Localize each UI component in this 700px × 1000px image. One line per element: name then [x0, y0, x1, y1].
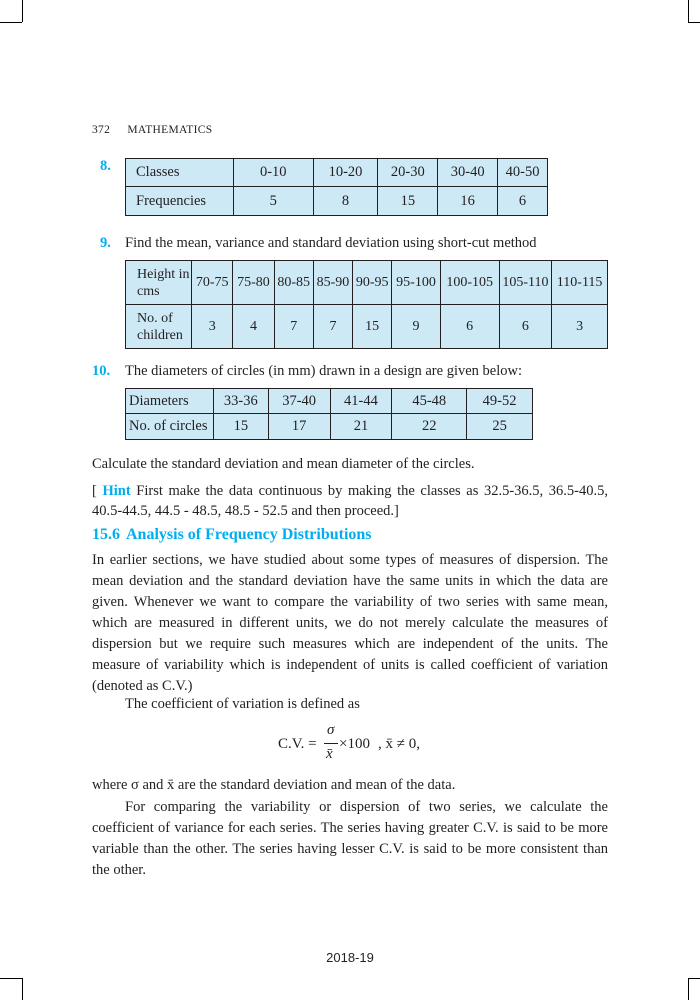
table-row	[126, 187, 548, 216]
table-cell: 20-30	[378, 159, 438, 187]
table-cell: 4	[233, 305, 274, 349]
table-cell: 6	[440, 305, 499, 349]
table-cell: 7	[274, 305, 313, 349]
formula-denominator: x̄	[326, 746, 333, 762]
crop-mark-top-right-h	[688, 22, 700, 23]
formula-condition: , x̄ ≠ 0,	[378, 736, 420, 752]
question-9-text: Find the mean, variance and standard deviation using short-cut method	[125, 235, 537, 251]
table-cell: 3	[552, 305, 608, 349]
table-cell: 33-36	[213, 389, 268, 414]
table-cell: 22	[392, 414, 467, 440]
question-number-9: 9.	[100, 235, 111, 251]
crop-mark-bottom-left-h	[0, 978, 22, 979]
table-cell: No. of circles	[126, 414, 214, 440]
table-cell: 90-95	[353, 261, 392, 305]
table-cell: 8	[313, 187, 378, 216]
table-cell: 15	[213, 414, 268, 440]
table-cell: 30-40	[438, 159, 498, 187]
table-cell: 21	[330, 414, 392, 440]
table-cell: 95-100	[392, 261, 441, 305]
table-cell: 40-50	[498, 159, 548, 187]
section-paragraph-2: The coefficient of variation is defined as	[125, 696, 360, 712]
formula-lhs: C.V. =	[278, 736, 317, 752]
table-cell: 110-115	[552, 261, 608, 305]
crop-mark-bottom-right-h	[688, 978, 700, 979]
hint-paragraph	[92, 481, 608, 521]
table-cell: 5	[233, 187, 313, 216]
table-cell: 6	[498, 187, 548, 216]
table-cell: 6	[499, 305, 552, 349]
crop-mark-top-left	[22, 0, 23, 22]
table-cell: 17	[268, 414, 330, 440]
table-cell: 49-52	[467, 389, 533, 414]
q8-table	[125, 158, 548, 216]
table-cell: 70-75	[192, 261, 233, 305]
formula-numerator: σ	[327, 722, 335, 738]
table-cell: 7	[313, 305, 352, 349]
table-row	[126, 414, 533, 440]
table-cell: 85-90	[313, 261, 352, 305]
table-cell: 80-85	[274, 261, 313, 305]
hint-text: First make the data continuous by making the classes as 32.5-36.5, 36.5-40.5, 40.5-44.5, 44.5 - 48.5, 48.5 - 52.5 and then proceed.]	[92, 483, 608, 519]
table-cell: Height in cms	[126, 261, 192, 305]
question-number-8: 8.	[100, 158, 111, 174]
table-cell: Frequencies	[126, 187, 234, 216]
table-row	[126, 389, 533, 414]
table-cell: 15	[378, 187, 438, 216]
table-cell: 45-48	[392, 389, 467, 414]
table-row	[126, 261, 608, 305]
table-cell: 37-40	[268, 389, 330, 414]
fraction-bar	[324, 743, 338, 744]
table-cell: 100-105	[440, 261, 499, 305]
page-footer-year: 2018-19	[326, 950, 374, 965]
table-cell: 75-80	[233, 261, 274, 305]
subject-title: MATHEMATICS	[127, 124, 213, 136]
formula-times: ×100	[339, 736, 370, 752]
crop-mark-top-right	[688, 0, 689, 22]
crop-mark-top-left-h	[0, 22, 22, 23]
section-number: 15.6	[92, 526, 120, 543]
table-cell: 25	[467, 414, 533, 440]
crop-mark-bottom-right	[688, 978, 689, 1000]
q9-table	[125, 260, 608, 349]
table-cell: No. of children	[126, 305, 192, 349]
section-paragraph-4: For comparing the variability or dispersion of two series, we calculate the coefficient of variance for each series. The series having greater C.V. is said to be more variable than the other. The series having lesser C.V. is said to be more consistent than the other.	[92, 799, 608, 878]
table-cell: Diameters	[126, 389, 214, 414]
table-cell: 105-110	[499, 261, 552, 305]
hint-open: [	[92, 483, 103, 499]
page-number: 372	[92, 124, 111, 136]
q10-table	[125, 388, 533, 440]
section-paragraph-3: where σ and x̄ are the standard deviation and mean of the data.	[92, 777, 456, 793]
table-cell: 41-44	[330, 389, 392, 414]
table-cell: Classes	[126, 159, 234, 187]
table-cell: 3	[192, 305, 233, 349]
running-header	[92, 124, 212, 136]
section-title-text: Analysis of Frequency Distributions	[126, 526, 372, 543]
crop-mark-bottom-left	[22, 978, 23, 1000]
hint-label: Hint	[102, 483, 131, 499]
question-number-10: 10.	[92, 363, 111, 379]
question-10-text: The diameters of circles (in mm) drawn in a design are given below:	[125, 363, 523, 379]
table-cell: 16	[438, 187, 498, 216]
section-heading	[92, 526, 372, 544]
table-row	[126, 159, 548, 187]
q10-followup: Calculate the standard deviation and mean diameter of the circles.	[92, 456, 475, 472]
table-cell: 9	[392, 305, 441, 349]
section-paragraph-1: In earlier sections, we have studied about some types of measures of dispersion. The mean deviation and the standard deviation have the same units in which the data are given. Whenever we want to compare the variability of two series with same mean, which are measured in different units, we do not merely calculate the measures of dispersion but we require such measures which are independent of the units. The measure of variability which is independent of units is called coefficient of variation (denoted as C.V.)	[92, 552, 608, 694]
table-cell: 10-20	[313, 159, 378, 187]
table-cell: 0-10	[233, 159, 313, 187]
table-row	[126, 305, 608, 349]
table-cell: 15	[353, 305, 392, 349]
